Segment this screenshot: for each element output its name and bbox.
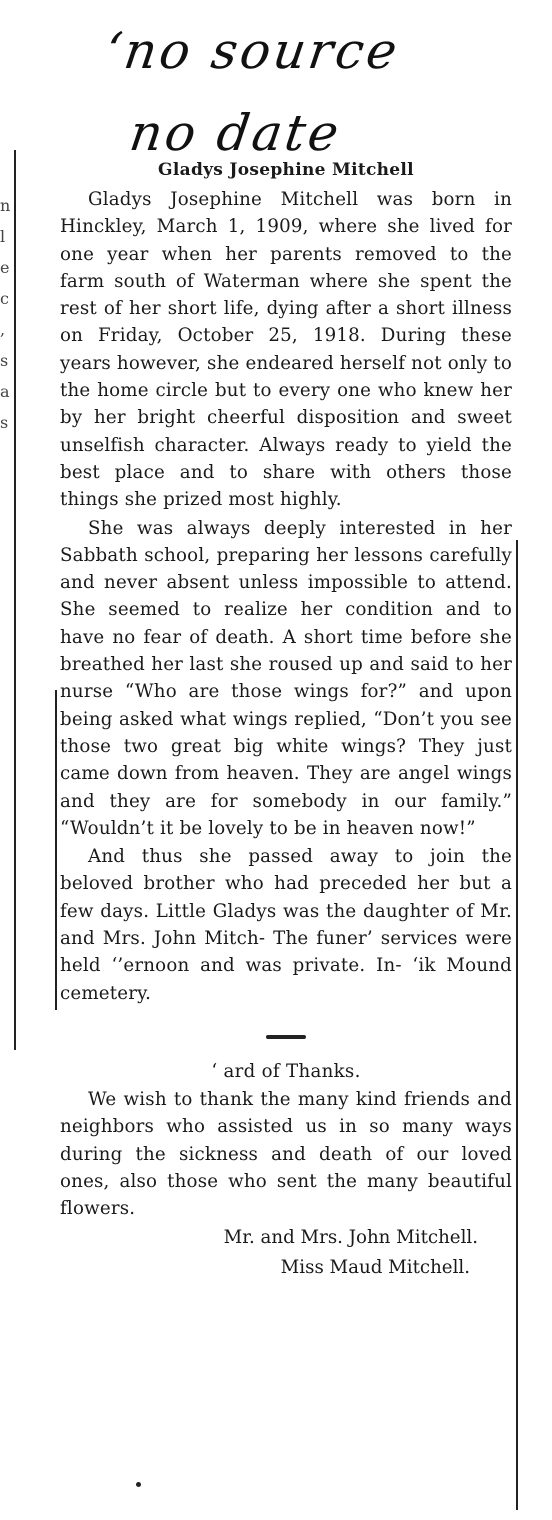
edge-fragment: l [0,227,6,246]
card-of-thanks [60,1061,512,1281]
column-rule-right [516,540,518,1510]
handwritten-annotation [88,10,441,174]
handwritten-line-date: no date [126,104,346,162]
article-headline: Gladys Josephine Mitchell [158,160,414,180]
card-of-thanks-body: We wish to thank the many kind friends and neighbors who assisted us in so many ways during the sickness and death of our loved ones, also those who sent the many beautiful flowers. [60,1088,512,1220]
left-edge-column-fragments [0,190,10,438]
article-paragraph: She was always deeply interested in her Sabbath school, preparing her lessons carefully and never absent unless impossible to attend. She seemed to realize her condition and to have no fear of death. A short time before she breathed her last she roused up and said to her nurse “Who are those wings for?” and upon being asked what wings replied, “Don’t you see those two great big white wings? They just came down from heaven. They are angel wings and they are for somebody in our family.” “Wouldn’t it be lovely to be in heaven now!” [60,517,512,839]
signature-sister: Miss Maud Mitchell. [280,1256,470,1278]
handwritten-line-source: ‘no source [101,22,404,80]
edge-fragment: , [0,320,6,339]
column-rule-left [14,150,16,1050]
section-divider [266,1035,306,1039]
edge-fragment: e [0,258,10,277]
edge-fragment: n [0,196,11,215]
card-of-thanks-title: ‘ ard of Thanks. [211,1060,361,1082]
edge-fragment: a [0,382,10,401]
article-paragraph: Gladys Josephine Mitchell was born in Hinckley, March 1, 1909, where she lived for one year when her parents removed to the farm south of Waterman where she spent the rest of her short life, dying after a short illness on Friday, October 25, 1918. During these years however, she endeared herself not only to the home circle but to every one who knew her by her bright cheerful disposition and sweet unselfish character. Always ready to yield the best place and to share with others those things she prized most highly. [60,189,512,511]
column-rule-inner [55,690,57,1010]
edge-fragment: s [0,413,9,432]
edge-fragment: c [0,289,9,308]
obituary-article [60,160,512,1281]
ink-speck [136,1482,141,1487]
signature-parents: Mr. and Mrs. John Mitchell. [223,1227,478,1249]
edge-fragment: s [0,351,9,370]
article-paragraph: And thus she passed away to join the beloved brother who had preceded her but a few days. Little Gladys was the daughter of Mr. and Mrs. John Mitch- The funer’ services were held ‘’ernoon and was private. In- ‘ik Mound cemetery. [60,846,512,1004]
